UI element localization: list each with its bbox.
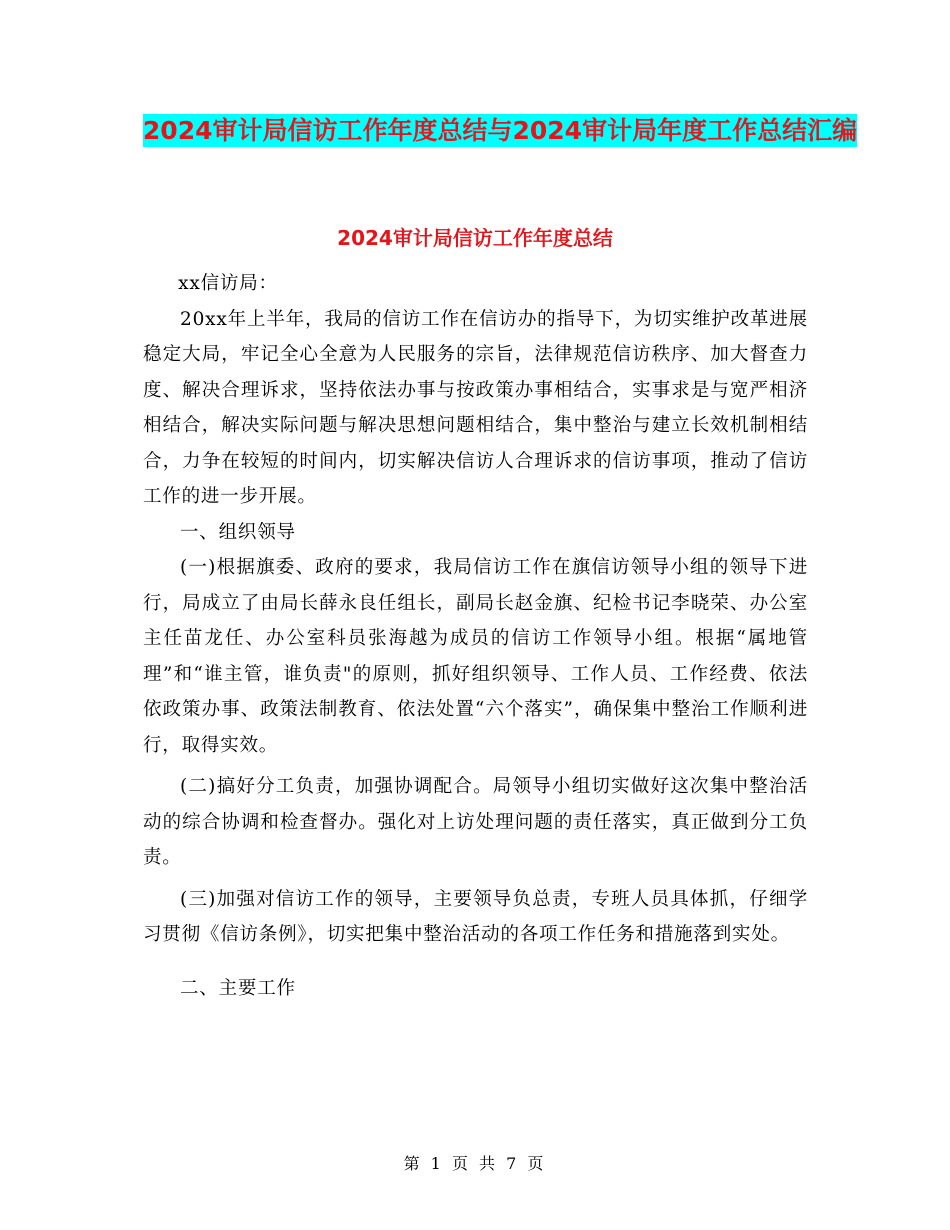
salutation: xx信访局： [178,273,278,294]
paragraph-item-3: (三)加强对信访工作的领导，主要领导负总责，专班人员具体抓，仔细学习贯彻《信访条例》，切实把集中整治活动的各项工作任务和措施落到实处。 [143,888,808,945]
paragraph-item-1: (一)根据旗委、政府的要求，我局信访工作在旗信访领导小组的领导下进行，局成立了由局长薛永良任组长，副局长赵金旗、纪检书记李晓荣、办公室主任苗龙任、办公室科员张海越为成员的信访工作领导小组。根据“属地管理”和“谁主管，谁负责"的原则，抓好组织领导、工作人员、工作经费、依法依政策办事、政策法制教育、依法处置“六个落实”，确保集中整治工作顺利进行，取得实效。 [143,557,808,756]
document-main-title [140,108,860,154]
document-body [143,266,808,1006]
section-title: 2024审计局信访工作年度总结 [337,226,613,250]
heading-organization: 一、组织领导 [180,521,296,543]
main-title-text: 2024审计局信访工作年度总结与2024审计局年度工作总结汇编 [142,116,858,145]
heading-main-work: 二、主要工作 [180,977,296,999]
page-number-footer: 第 1 页 共 7 页 [403,1154,547,1173]
paragraph-intro: 20xx年上半年，我局的信访工作在信访办的指导下，为切实维护改革进展稳定大局，牢记全心全意为人民服务的宗旨，法律规范信访秩序、加大督查力度、解决合理诉求，坚持依法办事与按政策办事相结合，实事求是与宽严相济相结合，解决实际问题与解决思想问题相结合，集中整治与建立长效机制相结合，力争在较短的时间内，切实解决信访人合理诉求的信访事项，推动了信访工作的进一步开展。 [143,308,808,507]
paragraph-item-2: (二)搞好分工负责，加强协调配合。局领导小组切实做好这次集中整治活动的综合协调和检查督办。强化对上访处理问题的责任落实，真正做到分工负责。 [143,776,808,868]
